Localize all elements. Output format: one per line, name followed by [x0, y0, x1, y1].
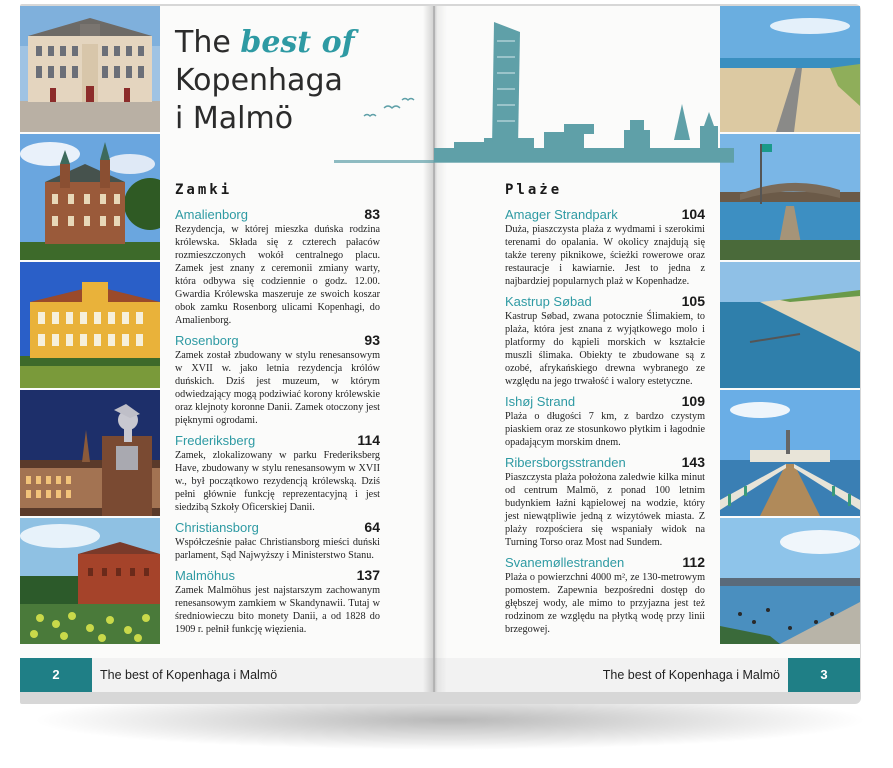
entry-description: Zamek Malmöhus jest najstarszym zachowanym renesansowym zamkiem w Skandynawii. Tutaj w średniowieczu bito monety Danii, a od 1828 do 1909 r. pełnił funkcję więzienia. — [175, 585, 380, 635]
photo-rosenborg — [20, 134, 160, 260]
castles-list — [175, 206, 380, 641]
entry-description: Piaszczysta plaża położona zaledwie kilka minut od centrum Malmö, z ponad 100 letnim budynkiem łaźni kąpielowej na wodzie, który jest niewątpliwie jedną z wizytówek miasta. Z plaży rozpościera się wspaniały widok na Turning Torso oraz Most nad Sundem. — [505, 472, 705, 548]
list-item — [175, 206, 380, 327]
photo-amager-strandpark — [720, 6, 860, 132]
running-title: The best of Kopenhaga i Malmö — [602, 668, 780, 682]
entry-description: Kastrup Søbad, zwana potocznie Ślimakiem, to plaża, która jest znana z wyjątkowego molo i platformy do kąpieli morskich w kształcie muszli ślimaka. Obiekty te zbudowane są z ozobé, afrykańskiego drewna wybranego ze względu na jego trwałość i walory estetyczne. — [505, 311, 705, 387]
entry-description: Rezydencja, w której mieszka duńska rodzina królewska. Składa się z czterech pałaców rozmieszczonych wokół centralnego placu. Zamek jest znany z ceremonii zmiany warty, która odbywa się codziennie o godz. 12.00. Gwardia Królewska maszeruje ze swoich koszar obok zamku Rosenborg ulicami Kopenhagi, do Amalienborg. — [175, 224, 380, 326]
entry-name: Svanemøllestranden — [505, 555, 625, 570]
entry-description: Plaża o długości 7 km, z bardzo czystym piaskiem oraz ze stosunkowo płytkim i łagodnie opadającym morskim dnem. — [505, 411, 705, 448]
entry-number: 143 — [681, 454, 705, 470]
list-item — [175, 332, 380, 427]
photo-christiansborg — [20, 390, 160, 516]
entry-number: 112 — [682, 554, 705, 570]
entry-description: Zamek, zlokalizowany w parku Frederiksberg Have, zbudowany w stylu renesansowym w XVII w., był początkowo rezydencją królewską. Dziś pełni głównie funkcję reprezentacyjną i jest siedzibą Szkoły Oficerskiej Danii. — [175, 450, 380, 513]
beaches-list — [505, 206, 705, 641]
section-heading-beaches: Plaże — [505, 182, 563, 198]
list-item — [175, 519, 380, 562]
entry-description: Współcześnie pałac Christiansborg mieści duński parlament, Sąd Najwyższy i Ministerstwo Stanu. — [175, 537, 380, 561]
photo-frederiksberg — [20, 262, 160, 388]
photo-kastrup-sobad — [720, 134, 860, 260]
list-item — [505, 454, 705, 549]
photo-amalienborg — [20, 6, 160, 132]
list-item — [175, 432, 380, 514]
list-item — [505, 393, 705, 449]
right-footer — [435, 658, 860, 692]
entry-number: 105 — [681, 293, 705, 309]
entry-number: 114 — [357, 432, 380, 448]
title-prefix: The — [175, 25, 231, 60]
page-number: 3 — [788, 658, 860, 692]
list-item — [505, 206, 705, 288]
page-title — [175, 24, 355, 138]
list-item — [505, 554, 705, 636]
photo-ishoj-strand — [720, 262, 860, 388]
entry-number: 104 — [681, 206, 705, 222]
entry-description: Plaża o powierzchni 4000 m², ze 130-metrowym pomostem. Zapewnia bezpośredni dostęp do głębszej wody, ale mimo to przyjazna jest też rodzinom ze względu na płytką wodę przy linii brzegowej. — [505, 572, 705, 635]
entry-name: Ishøj Strand — [505, 394, 576, 409]
left-footer — [20, 658, 433, 692]
entry-name: Kastrup Søbad — [505, 294, 592, 309]
city-skyline-illustration — [334, 20, 734, 170]
photo-ribersborgsstranden — [720, 390, 860, 516]
entry-name: Rosenborg — [175, 333, 239, 348]
entry-number: 109 — [681, 393, 705, 409]
entry-name: Ribersborgsstranden — [505, 455, 626, 470]
entry-number: 137 — [356, 567, 380, 583]
list-item — [505, 293, 705, 388]
entry-name: Frederiksberg — [175, 433, 256, 448]
left-photo-column — [20, 6, 160, 646]
entry-description: Zamek został zbudowany w stylu renesansowym w XVII w. jako letnia rezydencja królów duńskich. Dziś jest muzeum, w którym odwiedzający mogą podziwiać korony królewskie oraz klejnoty koronne Danii. Zamek otoczony jest pięknymi ogrodami. — [175, 350, 380, 426]
entry-number: 93 — [364, 332, 380, 348]
entry-number: 83 — [364, 206, 380, 222]
entry-name: Malmöhus — [175, 568, 235, 583]
section-heading-castles: Zamki — [175, 182, 233, 198]
photo-malmohus — [20, 518, 160, 644]
list-item — [175, 567, 380, 636]
running-title: The best of Kopenhaga i Malmö — [100, 668, 278, 682]
entry-description: Duża, piaszczysta plaża z wydmami i szerokimi terenami do opalania. W okolicy znajdują się także tereny piknikowe, ścieżki rowerowe oraz restauracje i kawiarnie. Jest to jedna z najbardziej popularnych plaż w Kopenhadze. — [505, 224, 705, 287]
entry-name: Christiansborg — [175, 520, 259, 535]
right-photo-column — [720, 6, 860, 646]
entry-name: Amager Strandpark — [505, 207, 618, 222]
title-line-3: i Malmö — [175, 101, 294, 136]
entry-name: Amalienborg — [175, 207, 248, 222]
page-number: 2 — [20, 658, 92, 692]
open-book — [18, 4, 863, 704]
title-line-2: Kopenhaga — [175, 63, 343, 98]
title-accent: best of — [240, 25, 355, 60]
photo-svanemollestranden — [720, 518, 860, 644]
entry-number: 64 — [364, 519, 380, 535]
